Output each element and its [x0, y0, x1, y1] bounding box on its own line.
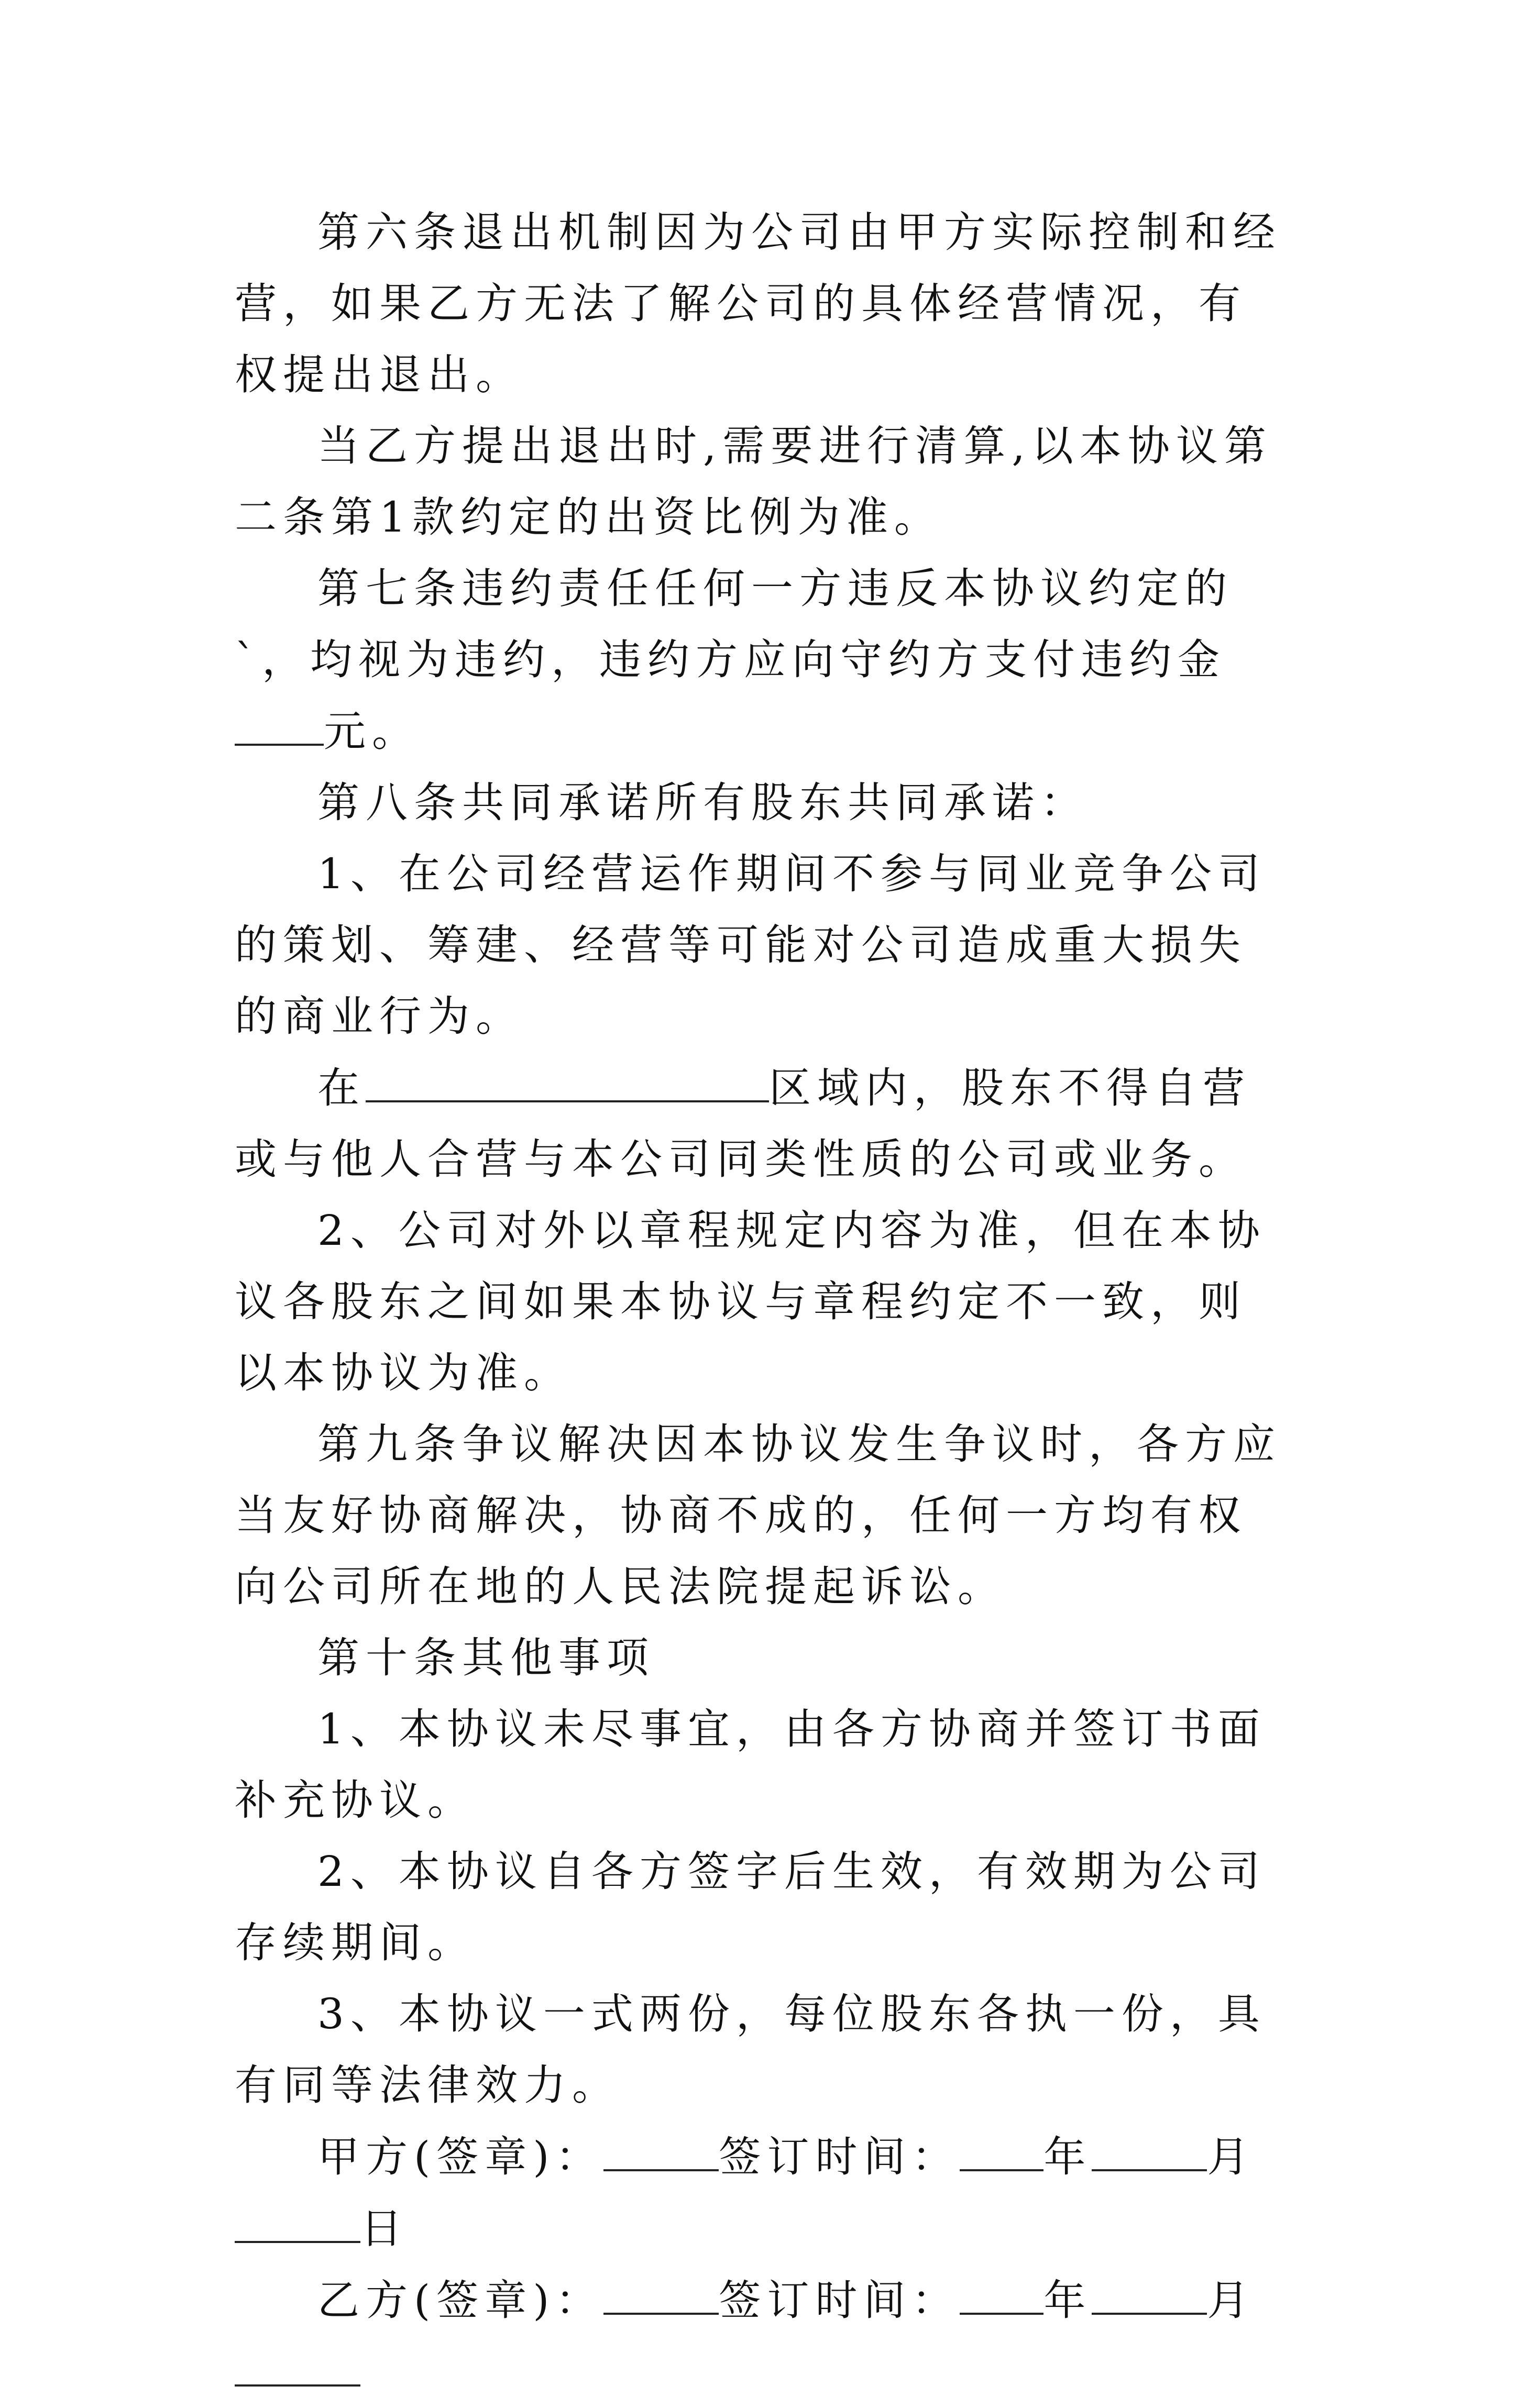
- region-blank: [366, 1052, 769, 1102]
- party-a-signature-blank: [603, 2121, 719, 2171]
- article-9-paragraph: 第九条争议解决因本协议发生争议时，各方应当友好协商解决，协商不成的，任何一方均有权向公司所在地的人民法院提起诉讼。: [235, 1420, 1281, 1611]
- party-b-signature-line: [235, 2265, 1282, 2408]
- article-6-paragraph: 第六条退出机制因为公司由甲方实际控制和经营，如果乙方无法了解公司的具体经营情况，有权提出退出。: [235, 208, 1281, 399]
- party-b-month-label: 月: [1207, 2276, 1256, 2325]
- party-b-year-label: 年: [1043, 2276, 1092, 2325]
- article-8-region-paragraph: [235, 1052, 1282, 1195]
- article-7-paragraph: [235, 553, 1282, 767]
- region-text: 区域内，股东不得自营或与他人合营与本公司同类性质的公司或业务。: [235, 1064, 1251, 1184]
- article-10-title: 第十条其他事项: [317, 1633, 655, 1682]
- party-b-day-blank: [235, 2336, 360, 2387]
- region-prefix: 在: [317, 1064, 366, 1112]
- party-b-year-blank: [960, 2265, 1043, 2315]
- article-10-item-2: 2、本协议自各方签字后生效，有效期为公司存续期间。: [235, 1847, 1266, 1967]
- article-8-title: 第八条共同承诺所有股东共同承诺：: [317, 778, 1089, 827]
- party-a-sign-time-label: 签订时间：: [719, 2133, 960, 2181]
- party-a-month-label: 月: [1207, 2133, 1256, 2181]
- article-8-item-1: 1、在公司经营运作期间不参与同业竞争公司的策划、筹建、经营等可能对公司造成重大损失的商业行为。: [235, 849, 1266, 1041]
- party-b-label: 乙方(签章)：: [317, 2276, 604, 2325]
- party-a-day-label: 日: [360, 2204, 409, 2253]
- party-b-month-blank: [1092, 2265, 1207, 2315]
- party-a-label: 甲方(签章)：: [317, 2133, 604, 2181]
- document-body: [235, 197, 1282, 2408]
- party-b-signature-blank: [603, 2265, 719, 2315]
- article-10-item-3: 3、本协议一式两份，每位股东各执一份，具有同等法律效力。: [235, 1990, 1266, 2109]
- article-7-unit: 元。: [324, 707, 420, 756]
- article-10-item-1: 1、本协议未尽事宜，由各方协商并签订书面补充协议。: [235, 1705, 1266, 1825]
- party-a-signature-line: [235, 2121, 1282, 2265]
- party-a-year-label: 年: [1043, 2133, 1092, 2181]
- party-b-sign-time-label: 签订时间：: [719, 2276, 960, 2325]
- article-7-text: 第七条违约责任任何一方违反本协议约定的`，均视为违约，违约方应向守约方支付违约金: [235, 564, 1233, 684]
- party-a-day-blank: [235, 2193, 360, 2243]
- article-6-settlement-paragraph: 当乙方提出退出时,需要进行清算,以本协议第二条第1款约定的出资比例为准。: [235, 422, 1272, 542]
- party-a-year-blank: [960, 2121, 1043, 2171]
- article-8-item-2: 2、公司对外以章程规定内容为准，但在本协议各股东之间如果本协议与章程约定不一致，则以本协议为准。: [235, 1206, 1266, 1397]
- party-a-month-blank: [1092, 2121, 1207, 2171]
- penalty-amount-blank: [235, 695, 324, 746]
